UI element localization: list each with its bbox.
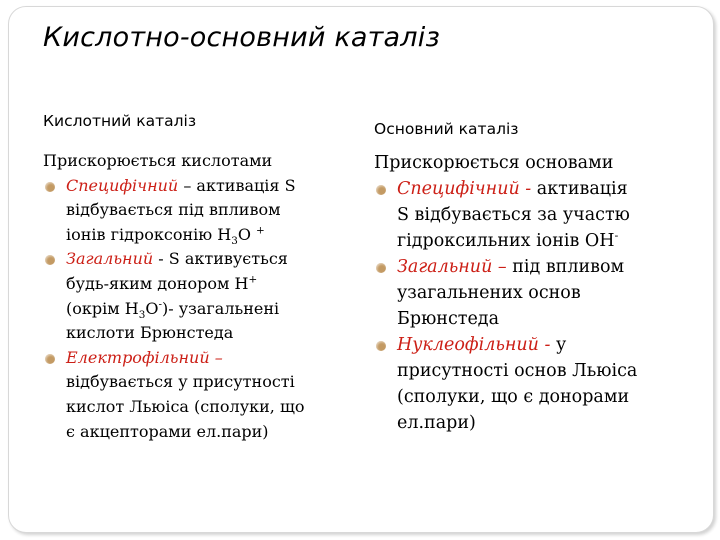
list-item: Специфічний – активація S відбувається під впливом іонів гідроксонію $H_3O$ + bbox=[43, 174, 304, 248]
list-item: Специфічний - активація S відбувається за участю гідроксильних іонів OH- bbox=[374, 176, 637, 254]
bullet-icon bbox=[376, 263, 386, 273]
bullet-icon bbox=[376, 341, 386, 351]
term-electrophilic: Електрофільний – bbox=[66, 347, 223, 367]
bullet-icon bbox=[45, 354, 55, 364]
term-nucleophilic: Нуклеофільний - bbox=[397, 335, 551, 355]
bullet-icon bbox=[376, 185, 386, 195]
bullet-icon bbox=[45, 182, 55, 192]
list-item: Електрофільний – відбувається у присутності кислот Льюіса (сполуки, що є акцепторами ел.пари) bbox=[43, 346, 304, 444]
bullet-icon bbox=[45, 255, 55, 265]
list-item: Нуклеофільний - у присутності основ Льюіса (сполуки, що є донорами ел.пари) bbox=[374, 332, 637, 436]
slide-title: Кислотно-основний каталіз bbox=[43, 22, 441, 53]
term-general: Загальний bbox=[66, 249, 154, 269]
list-item: Загальний – під впливом узагальнених основ Брюнстеда bbox=[374, 254, 637, 332]
term-specific: Специфічний - bbox=[397, 179, 532, 199]
left-column-heading: Кислотний каталіз bbox=[43, 112, 197, 130]
right-column-heading: Основний каталіз bbox=[374, 120, 519, 138]
right-intro: Прискорюється основами bbox=[374, 153, 614, 173]
term-specific: Специфічний bbox=[66, 175, 179, 195]
left-intro: Прискорюється кислотами bbox=[43, 151, 273, 170]
term-general: Загальний – bbox=[397, 257, 507, 277]
list-item: Загальний - S активується будь-яким донором H+ (окрім $H_3O^-)-$ узагальнені кислоти Брюнстеда bbox=[43, 247, 304, 345]
right-column-body bbox=[374, 150, 637, 436]
left-column-body bbox=[43, 149, 304, 444]
